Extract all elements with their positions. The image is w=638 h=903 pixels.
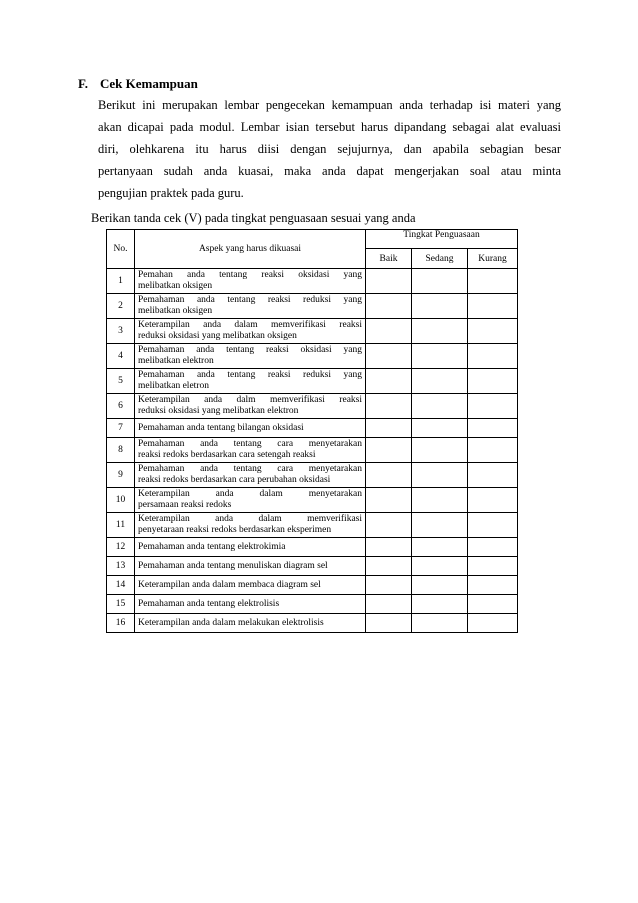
check-cell-sedang[interactable] (412, 344, 468, 369)
row-number: 2 (107, 294, 135, 319)
paragraph-line: pertanyaan sudah anda kuasai, maka anda dapat mengerjakan soal atau minta (98, 164, 561, 178)
header-aspek: Aspek yang harus dikuasai (135, 230, 366, 269)
checklist-row (107, 614, 518, 633)
check-cell-sedang[interactable] (412, 294, 468, 319)
row-aspect (135, 369, 366, 394)
check-cell-sedang[interactable] (412, 513, 468, 538)
row-aspect (135, 463, 366, 488)
check-cell-baik[interactable] (366, 538, 412, 557)
aspect-line: reduksi oksidasi yang melibatkan elektron (138, 406, 299, 416)
check-cell-baik[interactable] (366, 419, 412, 438)
check-cell-baik[interactable] (366, 557, 412, 576)
check-cell-sedang[interactable] (412, 576, 468, 595)
checklist-row (107, 394, 518, 419)
check-cell-baik[interactable] (366, 344, 412, 369)
check-cell-baik[interactable] (366, 394, 412, 419)
header-level-kurang: Kurang (468, 249, 518, 269)
check-cell-baik[interactable] (366, 294, 412, 319)
row-number: 16 (107, 614, 135, 633)
aspect-line: Keterampilan anda dalm memverifikasi reaksi (138, 395, 362, 405)
checklist-row (107, 319, 518, 344)
checklist-row (107, 576, 518, 595)
row-number: 3 (107, 319, 135, 344)
aspect-line: Pemahaman anda tentang reaksi reduksi yang (138, 370, 362, 380)
row-number: 4 (107, 344, 135, 369)
check-cell-kurang[interactable] (468, 394, 518, 419)
check-cell-kurang[interactable] (468, 488, 518, 513)
row-aspect (135, 294, 366, 319)
check-cell-sedang[interactable] (412, 463, 468, 488)
check-cell-baik[interactable] (366, 513, 412, 538)
aspect-line: Pemahaman anda tentang menuliskan diagram sel (138, 560, 328, 571)
row-aspect (135, 438, 366, 463)
aspect-line: Keterampilan anda dalam memverifikasi (138, 514, 362, 524)
paragraph-line: Berikut ini merupakan lembar pengecekan kemampuan anda terhadap isi materi yang (98, 98, 561, 112)
ability-checklist-table (106, 229, 518, 633)
checklist-body (107, 269, 518, 633)
check-cell-kurang[interactable] (468, 269, 518, 294)
row-number: 15 (107, 595, 135, 614)
check-cell-kurang[interactable] (468, 595, 518, 614)
checklist-row (107, 595, 518, 614)
header-no: No. (107, 230, 135, 269)
check-cell-sedang[interactable] (412, 369, 468, 394)
aspect-line: reaksi redoks berdasarkan cara setengah reaksi (138, 450, 316, 460)
check-cell-kurang[interactable] (468, 344, 518, 369)
checklist-row (107, 513, 518, 538)
check-cell-baik[interactable] (366, 369, 412, 394)
row-number: 6 (107, 394, 135, 419)
header-tingkat: Tingkat Penguasaan (366, 230, 518, 249)
section-letter: F. (78, 76, 88, 91)
intro-paragraph (98, 94, 561, 204)
aspect-line: Keterampilan anda dalam membaca diagram sel (138, 579, 321, 590)
row-aspect (135, 269, 366, 294)
row-number: 12 (107, 538, 135, 557)
checklist-row (107, 269, 518, 294)
check-cell-kurang[interactable] (468, 369, 518, 394)
row-number: 9 (107, 463, 135, 488)
check-cell-kurang[interactable] (468, 513, 518, 538)
header-level-sedang: Sedang (412, 249, 468, 269)
paragraph-line: pengujian praktek pada guru. (98, 186, 244, 200)
aspect-line: Pemahaman anda tentang cara menyetarakan (138, 439, 362, 449)
check-cell-kurang[interactable] (468, 438, 518, 463)
check-cell-kurang[interactable] (468, 294, 518, 319)
row-number: 1 (107, 269, 135, 294)
aspect-line: melibatkan oksigen (138, 306, 213, 316)
check-cell-sedang[interactable] (412, 538, 468, 557)
check-cell-baik[interactable] (366, 319, 412, 344)
aspect-line: Pemahan anda tentang reaksi oksidasi yang (138, 270, 362, 280)
check-cell-sedang[interactable] (412, 557, 468, 576)
checklist-row (107, 369, 518, 394)
check-cell-sedang[interactable] (412, 394, 468, 419)
row-aspect (135, 394, 366, 419)
checklist-row (107, 419, 518, 438)
row-number: 10 (107, 488, 135, 513)
check-cell-baik[interactable] (366, 269, 412, 294)
aspect-line: Pemahaman anda tentang cara menyetarakan (138, 464, 362, 474)
aspect-line: Pemahaman anda tentang reaksi reduksi yang (138, 295, 362, 305)
section-heading (78, 76, 198, 92)
row-number: 5 (107, 369, 135, 394)
aspect-line: melibatkan elektron (138, 356, 214, 366)
aspect-line: Keterampilan anda dalam memverifikasi reaksi (138, 320, 362, 330)
checklist-row (107, 438, 518, 463)
aspect-line: persamaan reaksi redoks (138, 500, 232, 510)
row-number: 8 (107, 438, 135, 463)
check-cell-baik[interactable] (366, 576, 412, 595)
check-cell-sedang[interactable] (412, 319, 468, 344)
row-aspect (135, 595, 366, 614)
aspect-line: Keterampilan anda dalam menyetarakan (138, 489, 362, 499)
row-aspect (135, 419, 366, 438)
row-number: 11 (107, 513, 135, 538)
row-number: 13 (107, 557, 135, 576)
checklist-row (107, 488, 518, 513)
row-aspect (135, 614, 366, 633)
aspect-line: Pemahaman anda tentang elektrolisis (138, 598, 280, 609)
paragraph-line: akan dicapai pada modul. Lembar isian tersebut harus dipandang sebagai alat evaluasi (98, 120, 561, 134)
row-aspect (135, 538, 366, 557)
checklist-row (107, 557, 518, 576)
check-cell-kurang[interactable] (468, 319, 518, 344)
check-cell-kurang[interactable] (468, 419, 518, 438)
check-cell-sedang[interactable] (412, 438, 468, 463)
row-aspect (135, 557, 366, 576)
check-cell-baik[interactable] (366, 463, 412, 488)
aspect-line: Keterampilan anda dalam melakukan elektrolisis (138, 617, 324, 628)
checklist-row (107, 294, 518, 319)
checklist-row (107, 538, 518, 557)
section-title: Cek Kemampuan (100, 76, 198, 91)
row-aspect (135, 488, 366, 513)
row-aspect (135, 319, 366, 344)
aspect-line: Pemahaman anda tentang reaksi oksidasi yang (138, 345, 362, 355)
check-cell-sedang[interactable] (412, 595, 468, 614)
check-cell-sedang[interactable] (412, 488, 468, 513)
check-cell-baik[interactable] (366, 438, 412, 463)
checklist-row (107, 344, 518, 369)
check-cell-baik[interactable] (366, 595, 412, 614)
checklist-row (107, 463, 518, 488)
check-cell-kurang[interactable] (468, 614, 518, 633)
check-cell-sedang[interactable] (412, 419, 468, 438)
aspect-line: Pemahaman anda tentang elektrokimia (138, 541, 286, 552)
paragraph-line: diri, olehkarena itu harus diisi dengan sejujurnya, dan apabila sebagian besar (98, 142, 561, 156)
check-cell-baik[interactable] (366, 614, 412, 633)
check-cell-kurang[interactable] (468, 538, 518, 557)
instruction-text: Berikan tanda cek (V) pada tingkat penguasaan sesuai yang anda (91, 211, 416, 225)
row-number: 14 (107, 576, 135, 595)
aspect-line: penyetaraan reaksi redoks berdasarkan eksperimen (138, 525, 332, 535)
check-cell-kurang[interactable] (468, 557, 518, 576)
row-aspect (135, 344, 366, 369)
aspect-line: melibatkan oksigen (138, 281, 213, 291)
check-cell-sedang[interactable] (412, 614, 468, 633)
aspect-line: reduksi oksidasi yang melibatkan oksigen (138, 331, 297, 341)
check-cell-baik[interactable] (366, 488, 412, 513)
aspect-line: reaksi redoks berdasarkan cara perubahan oksidasi (138, 475, 331, 485)
row-number: 7 (107, 419, 135, 438)
aspect-line: Pemahaman anda tentang bilangan oksidasi (138, 422, 304, 433)
check-cell-kurang[interactable] (468, 576, 518, 595)
row-aspect (135, 513, 366, 538)
aspect-line: melibatkan eletron (138, 381, 209, 391)
check-cell-kurang[interactable] (468, 463, 518, 488)
row-aspect (135, 576, 366, 595)
header-level-baik: Baik (366, 249, 412, 269)
check-cell-sedang[interactable] (412, 269, 468, 294)
